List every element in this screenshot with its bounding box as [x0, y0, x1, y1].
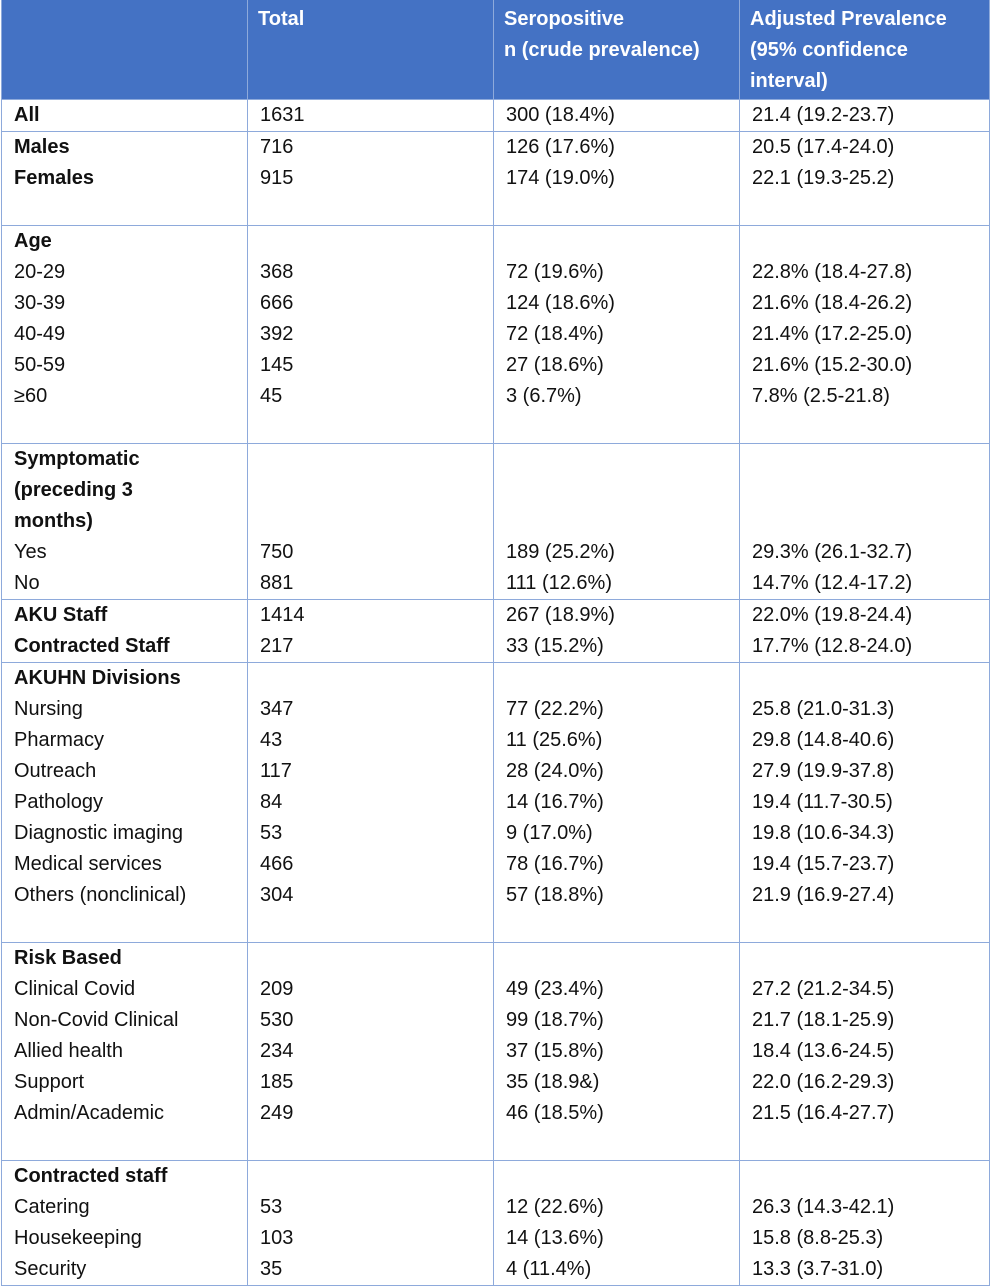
- row-value: 27 (18.6%): [506, 354, 604, 376]
- row-value: 19.8 (10.6-34.3): [752, 822, 895, 844]
- empty-line: [506, 475, 733, 506]
- row-value: 27.2 (21.2-34.5): [752, 978, 895, 1000]
- row-label: Diagnostic imaging: [14, 822, 183, 844]
- row-value: 22.8% (18.4-27.8): [752, 261, 913, 283]
- row-value: 9 (17.0%): [506, 822, 593, 844]
- total-cell: [248, 943, 494, 1161]
- row-label: Admin/Academic: [14, 1102, 165, 1124]
- row-value: 49 (23.4%): [506, 978, 604, 1000]
- row-value: 45: [260, 385, 283, 407]
- empty-line: [506, 506, 733, 537]
- row-label: Pathology: [14, 791, 103, 813]
- row-label: Yes: [14, 541, 47, 563]
- seropositive-cell: [494, 600, 740, 663]
- row-value: 347: [260, 698, 294, 720]
- category-cell: [2, 100, 248, 132]
- row-value: 29.8 (14.8-40.6): [752, 729, 895, 751]
- row-value: 12 (22.6%): [506, 1196, 604, 1218]
- row-label: Housekeeping: [14, 1227, 142, 1249]
- spacer-line: [752, 412, 983, 443]
- adjusted-prevalence-cell: [740, 226, 990, 444]
- row-label: Others (nonclinical): [14, 884, 187, 906]
- row-value: 14.7% (12.4-17.2): [752, 572, 913, 594]
- group-heading: Symptomatic: [14, 448, 140, 470]
- row-value: 13.3 (3.7-31.0): [752, 1258, 884, 1280]
- adjusted-prevalence-cell: [740, 663, 990, 943]
- total-cell: [248, 132, 494, 226]
- group-heading: (preceding 3: [14, 479, 133, 501]
- row-value: 17.7% (12.8-24.0): [752, 635, 913, 657]
- row-label: Males: [14, 136, 70, 158]
- row-label: AKU Staff: [14, 604, 108, 626]
- row-value: 27.9 (19.9-37.8): [752, 760, 895, 782]
- row-value: 1414: [260, 604, 305, 626]
- empty-line: [260, 226, 487, 257]
- row-value: 37 (15.8%): [506, 1040, 604, 1062]
- empty-line: [752, 663, 983, 694]
- spacer-line: [506, 412, 733, 443]
- total-cell: [248, 1161, 494, 1286]
- adjusted-prevalence-cell: [740, 132, 990, 226]
- row-value: 915: [260, 167, 294, 189]
- row-value: 111 (12.6%): [506, 572, 612, 594]
- seropositive-cell: [494, 663, 740, 943]
- row-value: 15.8 (8.8-25.3): [752, 1227, 884, 1249]
- spacer-line: [260, 412, 487, 443]
- row-value: 392: [260, 323, 294, 345]
- row-label: Non-Covid Clinical: [14, 1009, 179, 1031]
- row-value: 189 (25.2%): [506, 541, 615, 563]
- row-value: 57 (18.8%): [506, 884, 604, 906]
- empty-line: [506, 943, 733, 974]
- row-label: Support: [14, 1071, 85, 1093]
- row-value: 234: [260, 1040, 294, 1062]
- row-value: 530: [260, 1009, 294, 1031]
- total-cell: [248, 100, 494, 132]
- row-value: 466: [260, 853, 294, 875]
- empty-line: [506, 663, 733, 694]
- row-value: 72 (18.4%): [506, 323, 604, 345]
- row-value: 84: [260, 791, 283, 813]
- row-label: ≥60: [14, 385, 48, 407]
- row-value: 72 (19.6%): [506, 261, 604, 283]
- empty-line: [752, 475, 983, 506]
- row-label: All: [14, 104, 40, 126]
- empty-line: [260, 444, 487, 475]
- header-total: Total: [248, 0, 494, 100]
- table-row-group: [2, 943, 990, 1161]
- spacer-line: [14, 412, 241, 443]
- row-value: 21.5 (16.4-27.7): [752, 1102, 895, 1124]
- row-value: 14 (16.7%): [506, 791, 604, 813]
- seropositive-cell: [494, 943, 740, 1161]
- row-value: 174 (19.0%): [506, 167, 615, 189]
- row-value: 22.0% (19.8-24.4): [752, 604, 913, 626]
- row-value: 22.1 (19.3-25.2): [752, 167, 895, 189]
- category-cell: [2, 943, 248, 1161]
- category-cell: [2, 132, 248, 226]
- table-header-row: [2, 0, 990, 100]
- row-value: 28 (24.0%): [506, 760, 604, 782]
- adjusted-prevalence-cell: [740, 444, 990, 600]
- table-row-group: [2, 1161, 990, 1286]
- row-value: 26.3 (14.3-42.1): [752, 1196, 895, 1218]
- empty-line: [260, 506, 487, 537]
- spacer-line: [506, 911, 733, 942]
- empty-line: [260, 1161, 487, 1192]
- spacer-line: [14, 194, 241, 225]
- seropositive-cell: [494, 1161, 740, 1286]
- seropositive-cell: [494, 100, 740, 132]
- seroprevalence-table: [1, 0, 990, 1286]
- spacer-line: [752, 1129, 983, 1160]
- row-value: 300 (18.4%): [506, 104, 615, 126]
- empty-line: [506, 226, 733, 257]
- row-value: 666: [260, 292, 294, 314]
- seropositive-cell: [494, 444, 740, 600]
- row-value: 99 (18.7%): [506, 1009, 604, 1031]
- row-value: 19.4 (11.7-30.5): [752, 791, 893, 813]
- row-value: 53: [260, 1196, 283, 1218]
- table-row-group: [2, 132, 990, 226]
- row-label: Contracted Staff: [14, 635, 170, 657]
- total-cell: [248, 444, 494, 600]
- row-value: 368: [260, 261, 294, 283]
- table-row-group: [2, 100, 990, 132]
- row-value: 1631: [260, 104, 305, 126]
- row-value: 21.4 (19.2-23.7): [752, 104, 895, 126]
- row-value: 19.4 (15.7-23.7): [752, 853, 895, 875]
- total-cell: [248, 600, 494, 663]
- row-value: 43: [260, 729, 283, 751]
- seropositive-cell: [494, 226, 740, 444]
- row-label: Medical services: [14, 853, 162, 875]
- group-heading: Contracted staff: [14, 1165, 168, 1187]
- row-label: Security: [14, 1258, 87, 1280]
- spacer-line: [260, 911, 487, 942]
- row-label: Females: [14, 167, 95, 189]
- adjusted-prevalence-cell: [740, 1161, 990, 1286]
- table-row-group: [2, 444, 990, 600]
- row-value: 267 (18.9%): [506, 604, 615, 626]
- row-value: 7.8% (2.5-21.8): [752, 385, 890, 407]
- group-heading: Risk Based: [14, 947, 122, 969]
- adjusted-prevalence-cell: [740, 100, 990, 132]
- header-adjusted-prevalence: Adjusted Prevalence (95% confidence interval): [740, 0, 990, 100]
- group-heading: Age: [14, 230, 52, 252]
- row-value: 11 (25.6%): [506, 729, 603, 751]
- row-value: 35: [260, 1258, 283, 1280]
- empty-line: [260, 475, 487, 506]
- row-value: 21.9 (16.9-27.4): [752, 884, 895, 906]
- row-value: 249: [260, 1102, 294, 1124]
- row-value: 145: [260, 354, 294, 376]
- table-row-group: [2, 663, 990, 943]
- row-value: 304: [260, 884, 294, 906]
- row-label: 40-49: [14, 323, 66, 345]
- row-label: 30-39: [14, 292, 66, 314]
- row-value: 124 (18.6%): [506, 292, 615, 314]
- empty-line: [506, 1161, 733, 1192]
- group-heading: months): [14, 510, 93, 532]
- total-cell: [248, 226, 494, 444]
- spacer-line: [14, 1129, 241, 1160]
- row-value: 117: [260, 760, 292, 782]
- row-value: 35 (18.9&): [506, 1071, 600, 1093]
- category-cell: [2, 444, 248, 600]
- empty-line: [260, 943, 487, 974]
- row-value: 25.8 (21.0-31.3): [752, 698, 895, 720]
- row-label: Nursing: [14, 698, 83, 720]
- row-value: 209: [260, 978, 294, 1000]
- row-label: 50-59: [14, 354, 66, 376]
- row-value: 750: [260, 541, 294, 563]
- row-value: 33 (15.2%): [506, 635, 604, 657]
- empty-line: [752, 444, 983, 475]
- row-value: 53: [260, 822, 283, 844]
- empty-line: [752, 1161, 983, 1192]
- row-label: Catering: [14, 1196, 90, 1218]
- row-value: 21.6% (15.2-30.0): [752, 354, 913, 376]
- row-value: 716: [260, 136, 294, 158]
- category-cell: [2, 600, 248, 663]
- table-body: [2, 100, 990, 1286]
- spacer-line: [752, 194, 983, 225]
- row-value: 103: [260, 1227, 294, 1249]
- row-value: 21.7 (18.1-25.9): [752, 1009, 895, 1031]
- row-value: 20.5 (17.4-24.0): [752, 136, 895, 158]
- row-value: 21.6% (18.4-26.2): [752, 292, 913, 314]
- row-label: Clinical Covid: [14, 978, 136, 1000]
- spacer-line: [506, 194, 733, 225]
- row-value: 22.0 (16.2-29.3): [752, 1071, 895, 1093]
- empty-line: [752, 506, 983, 537]
- empty-line: [506, 444, 733, 475]
- header-category: [2, 0, 248, 100]
- category-cell: [2, 226, 248, 444]
- group-heading: AKUHN Divisions: [14, 667, 181, 689]
- spacer-line: [260, 1129, 487, 1160]
- empty-line: [260, 663, 487, 694]
- row-value: 46 (18.5%): [506, 1102, 604, 1124]
- row-label: 20-29: [14, 261, 66, 283]
- row-value: 77 (22.2%): [506, 698, 604, 720]
- adjusted-prevalence-cell: [740, 600, 990, 663]
- row-value: 4 (11.4%): [506, 1258, 592, 1280]
- table-row-group: [2, 226, 990, 444]
- row-value: 126 (17.6%): [506, 136, 615, 158]
- row-value: 881: [260, 572, 294, 594]
- table-row-group: [2, 600, 990, 663]
- empty-line: [752, 943, 983, 974]
- row-value: 18.4 (13.6-24.5): [752, 1040, 895, 1062]
- row-label: Outreach: [14, 760, 97, 782]
- spacer-line: [260, 194, 487, 225]
- spacer-line: [506, 1129, 733, 1160]
- row-value: 78 (16.7%): [506, 853, 604, 875]
- row-value: 21.4% (17.2-25.0): [752, 323, 913, 345]
- row-value: 14 (13.6%): [506, 1227, 604, 1249]
- spacer-line: [752, 911, 983, 942]
- row-value: 185: [260, 1071, 294, 1093]
- spacer-line: [14, 911, 241, 942]
- row-value: 29.3% (26.1-32.7): [752, 541, 913, 563]
- row-label: Pharmacy: [14, 729, 105, 751]
- adjusted-prevalence-cell: [740, 943, 990, 1161]
- category-cell: [2, 663, 248, 943]
- header-seropositive: Seropositive n (crude prevalence): [494, 0, 740, 100]
- category-cell: [2, 1161, 248, 1286]
- total-cell: [248, 663, 494, 943]
- row-label: Allied health: [14, 1040, 123, 1062]
- row-value: 3 (6.7%): [506, 385, 582, 407]
- row-label: No: [14, 572, 40, 594]
- empty-line: [752, 226, 983, 257]
- seropositive-cell: [494, 132, 740, 226]
- row-value: 217: [260, 635, 294, 657]
